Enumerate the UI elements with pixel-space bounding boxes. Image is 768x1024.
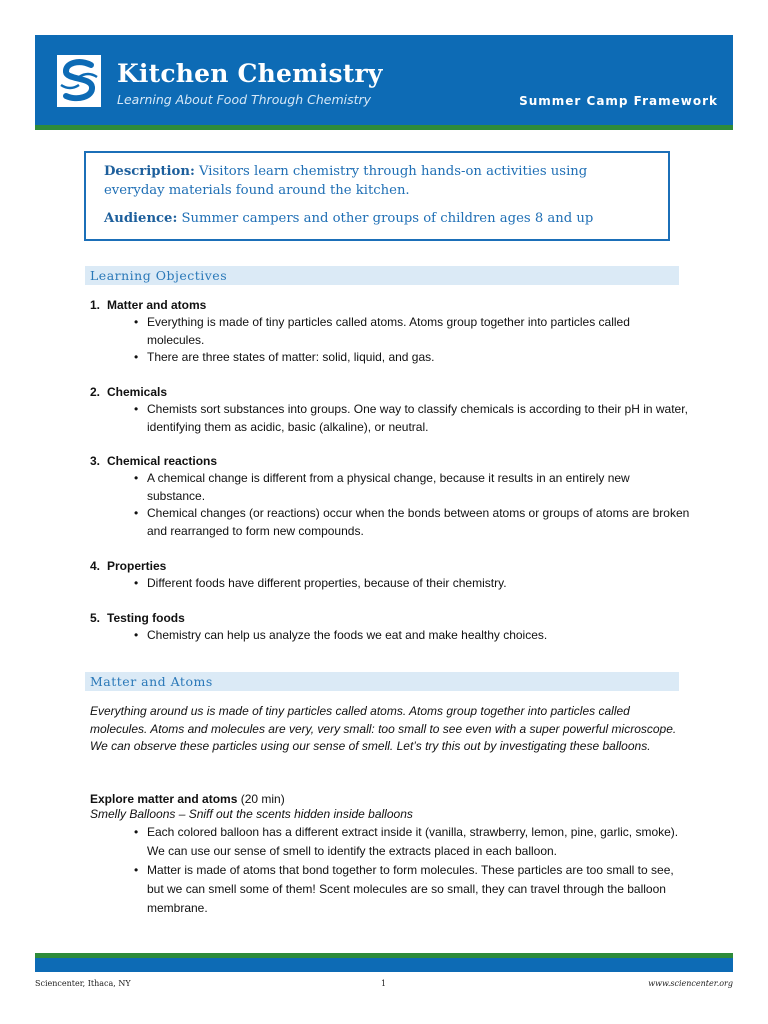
page-title: Kitchen Chemistry <box>117 59 383 88</box>
list-item: • There are three states of matter: solid, liquid, and gas. <box>134 350 435 364</box>
list-item: • Everything is made of tiny particles called atoms. Atoms group together into particles called molecules. <box>134 315 630 347</box>
list-item: • Chemistry can help us analyze the foods we eat and make healthy choices. <box>134 628 548 642</box>
audience-paragraph <box>104 209 650 228</box>
description-label: Description: <box>104 164 195 179</box>
matter-atoms-heading: Matter and Atoms <box>85 672 679 691</box>
header-green-stripe <box>35 125 733 130</box>
objective-item <box>90 454 690 540</box>
objective-title: 3. Chemical reactions <box>90 454 218 468</box>
list-item: • Matter is made of atoms that bond together to form molecules. These particles are too small to see, but we can smell some of them! Scent molecules are so small, they can travel through the balloon membrane. <box>134 863 674 915</box>
description-box <box>84 151 670 241</box>
list-item: • Different foods have different properties, because of their chemistry. <box>134 576 507 590</box>
list-item: • Chemists sort substances into groups. One way to classify chemicals is according to their pH in water, identifying them as acidic, basic (alkaline), or neutral. <box>134 402 688 434</box>
description-text: Visitors learn chemistry through hands-on activities using everyday materials found around the kitchen. <box>104 164 588 198</box>
explore-activity <box>90 792 690 918</box>
framework-label: Summer Camp Framework <box>519 94 718 108</box>
page-number: 1 <box>381 979 387 988</box>
footer-website: www.sciencenter.org <box>648 979 733 988</box>
header-banner <box>35 35 733 130</box>
description-paragraph <box>104 162 650 200</box>
footer-banner <box>35 958 733 972</box>
objective-item <box>90 611 690 645</box>
objective-title: 1. Matter and atoms <box>90 298 207 312</box>
footer-location: Sciencenter, Ithaca, NY <box>35 979 131 988</box>
objective-item <box>90 298 690 367</box>
audience-label: Audience: <box>104 211 178 226</box>
objective-item <box>90 385 690 436</box>
page-subtitle: Learning About Food Through Chemistry <box>117 92 372 107</box>
matter-intro-paragraph: Everything around us is made of tiny particles called atoms. Atoms group together into particles called molecules. Atoms and molecules are very, very small: too small to see even with a super powerful microscope. We can observe these particles using our sense of smell. Let’s try this out by investigating these balloons. <box>90 704 677 753</box>
audience-text: Summer campers and other groups of children ages 8 and up <box>177 211 594 226</box>
objective-item <box>90 559 690 593</box>
objective-title: 2. Chemicals <box>90 385 168 399</box>
list-item: • A chemical change is different from a physical change, because it results in an entirely new substance. <box>134 471 630 503</box>
objective-title: 4. Properties <box>90 559 167 573</box>
sciencenter-logo-icon <box>57 55 101 107</box>
objective-title: 5. Testing foods <box>90 611 185 625</box>
learning-objectives-heading: Learning Objectives <box>85 266 679 285</box>
list-item: • Each colored balloon has a different extract inside it (vanilla, strawberry, lemon, pine, garlic, smoke). We can use our sense of smell to identify the extracts placed in each balloon. <box>134 825 679 858</box>
list-item: • Chemical changes (or reactions) occur when the bonds between atoms or groups of atoms are broken and rearranged to form new compounds. <box>134 506 690 538</box>
explore-subtitle: Smelly Balloons – Sniff out the scents hidden inside balloons <box>90 807 413 821</box>
explore-title: Explore matter and atoms (20 min) <box>90 792 285 806</box>
